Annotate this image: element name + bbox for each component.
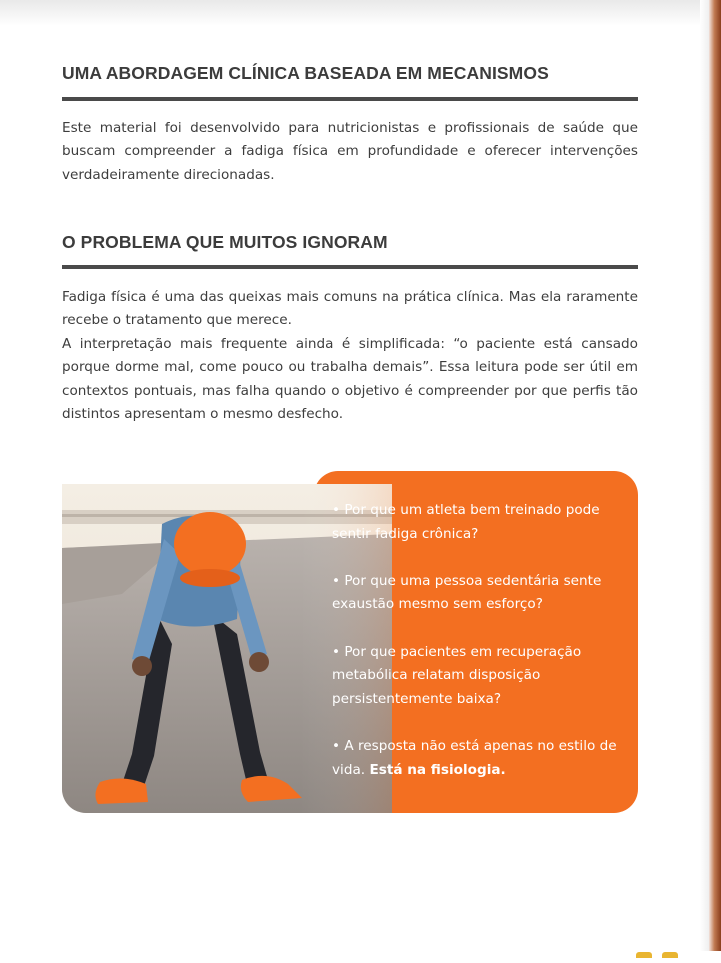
section-divider: [62, 97, 638, 101]
problem-paragraph-2: A interpretação mais frequente ainda é simplificada: “o paciente está cansado porque dorme mal, come pouco ou trabalha demais”. Essa leitura pode ser útil em contextos pontuais, mas falha quando o objetivo é compreender por que perfis tão distintos apresentam o mesmo desfecho.: [62, 336, 638, 423]
section-heading-approach: UMA ABORDAGEM CLÍNICA BASEADA EM MECANISMOS: [62, 63, 549, 83]
feature-block: [62, 471, 638, 813]
section-heading-problem: O PROBLEMA QUE MUITOS IGNORAM: [62, 232, 388, 252]
callout-emphasis: Está na fisiologia.: [369, 761, 506, 778]
problem-paragraph-1: Fadiga física é uma das queixas mais comuns na prática clínica. Mas ela raramente recebe o tratamento que merece.: [62, 289, 638, 329]
callout-item: • Por que um atleta bem treinado pode sentir fadiga crônica?: [332, 502, 600, 542]
callout-list: [332, 499, 622, 806]
intro-paragraph: Este material foi desenvolvido para nutricionistas e profissionais de saúde que buscam compreender a fadiga física em profundidade e oferecer intervenções verdadeiramente direcionadas.: [62, 120, 638, 183]
callout-item: • A resposta não está apenas no estilo de vida. Está na fisiologia.: [332, 737, 617, 778]
callout-item: • Por que pacientes em recuperação metabólica relatam disposição persistentemente baixa?: [332, 643, 582, 707]
page-edge-shadow: [700, 0, 709, 951]
page-edge-border: [709, 0, 721, 951]
section-divider: [62, 265, 638, 269]
top-shadow: [0, 0, 700, 26]
page-corner-marks: [636, 945, 688, 951]
callout-item: • Por que uma pessoa sedentária sente exaustão mesmo sem esforço?: [332, 572, 602, 613]
